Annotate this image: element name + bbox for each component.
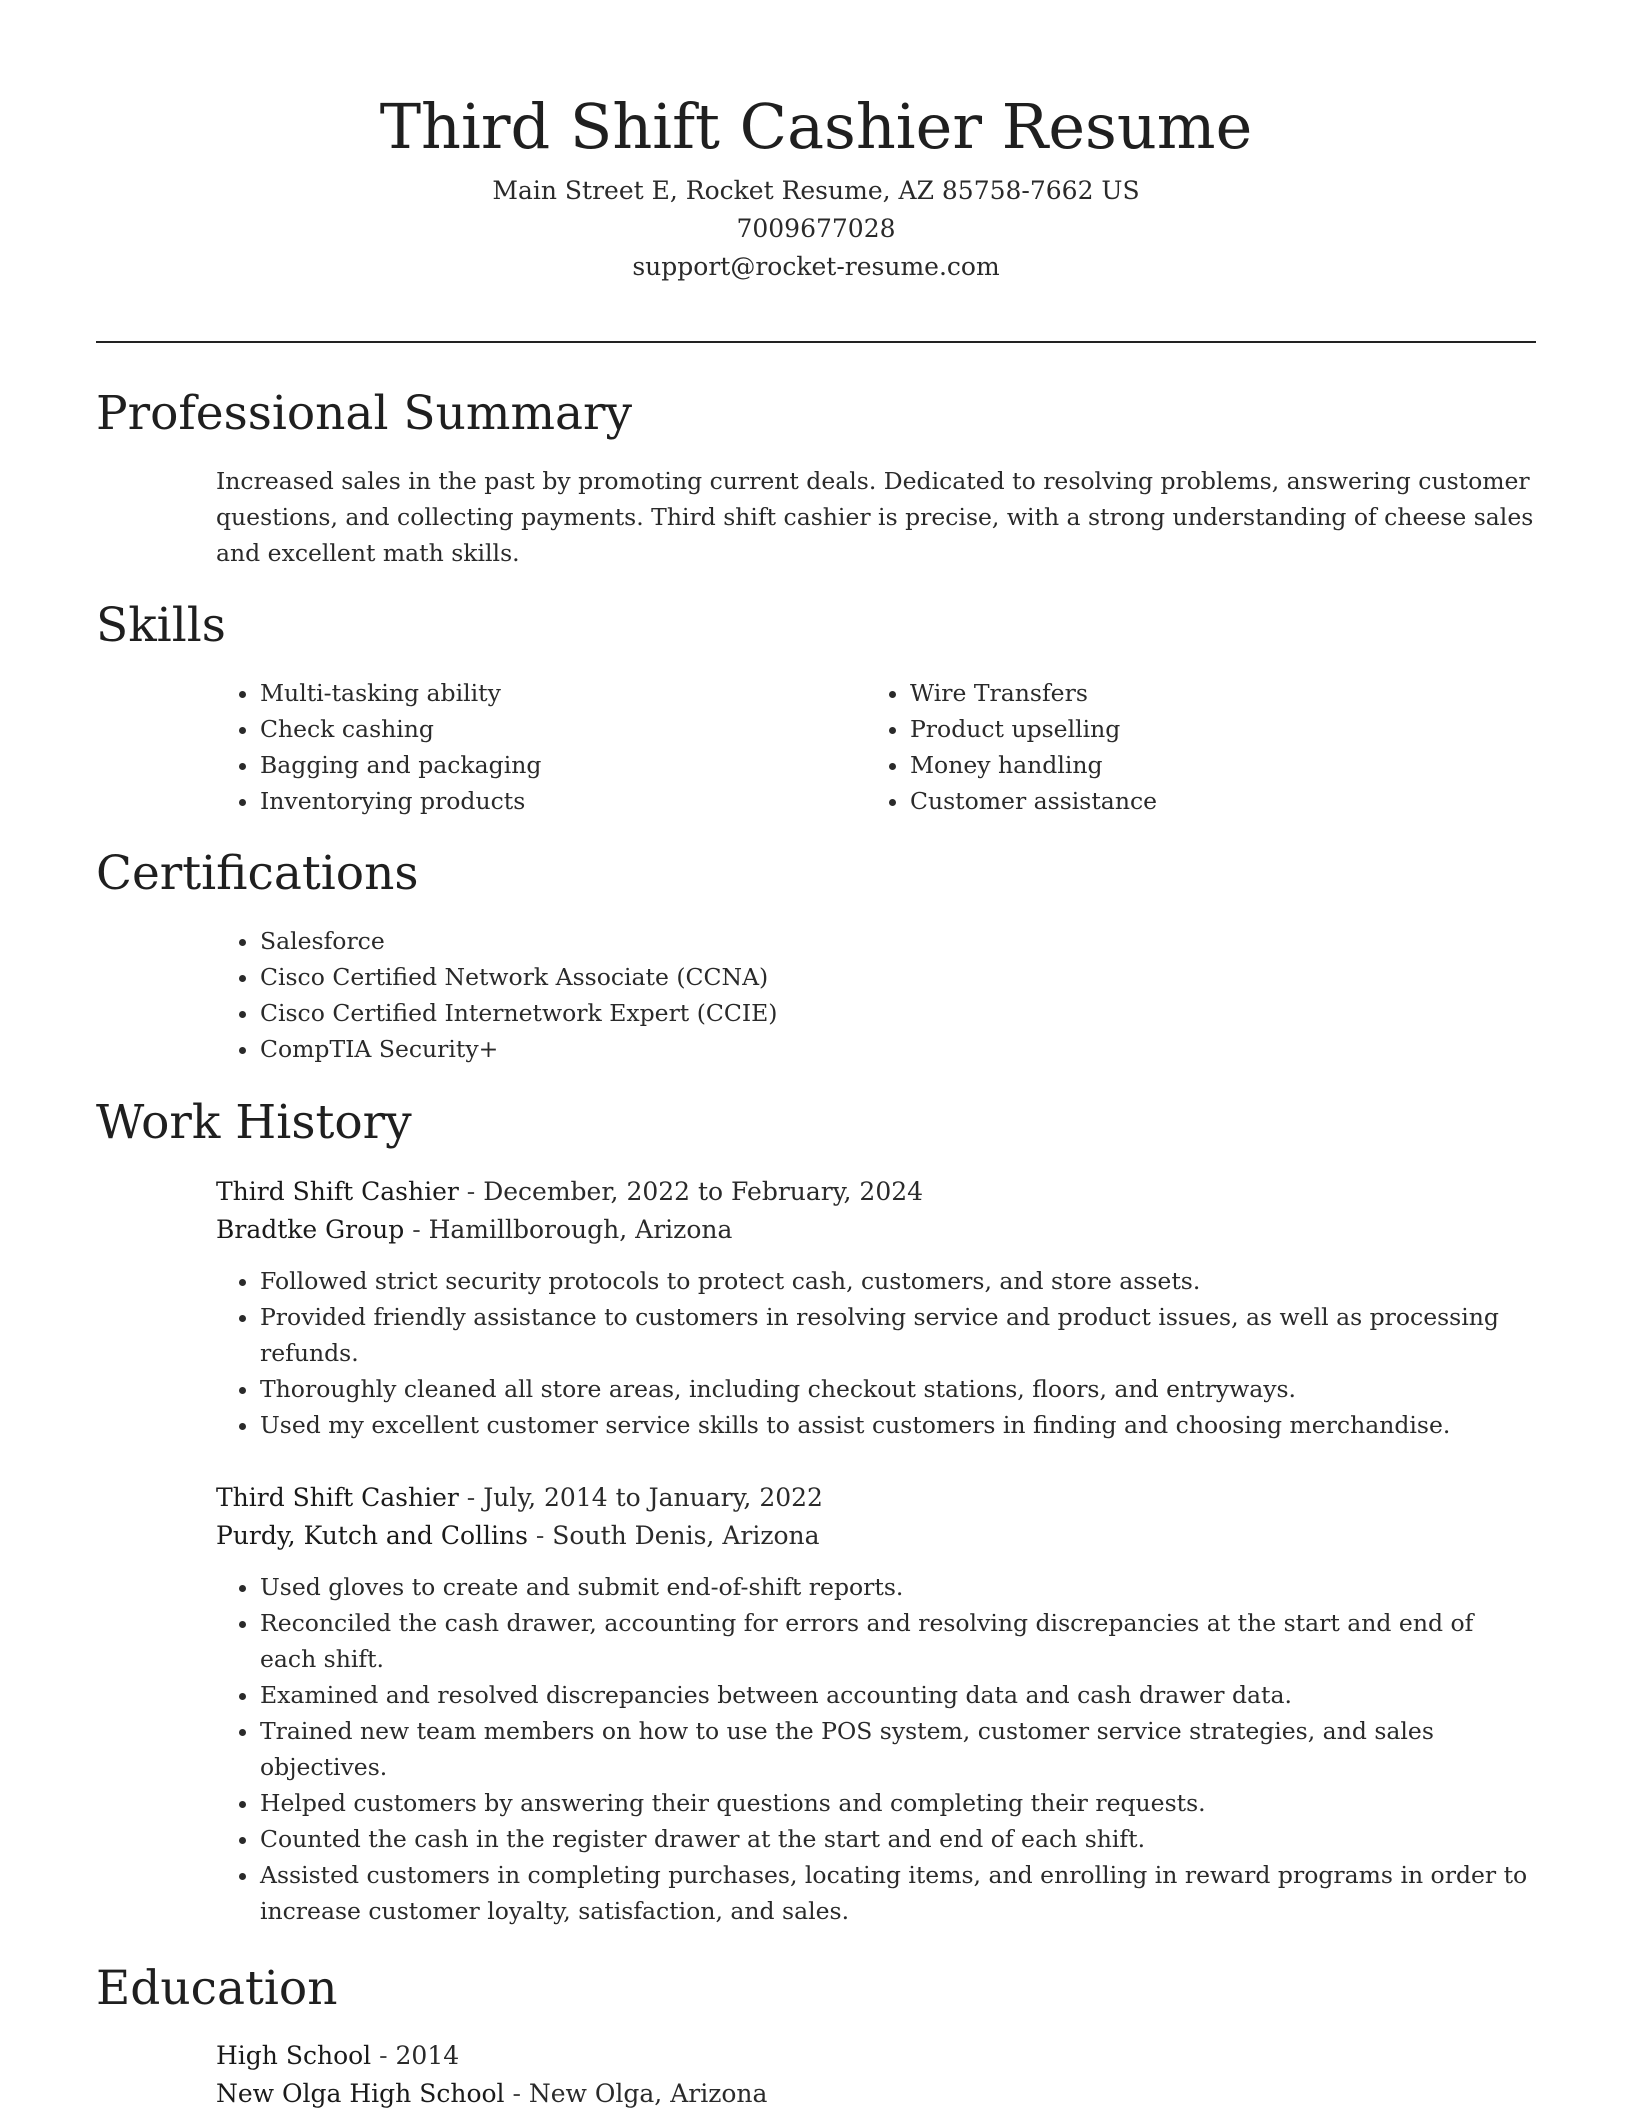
education-degree: High School (216, 2041, 372, 2070)
job-title-line (216, 1479, 1536, 1517)
separator: - (458, 1177, 484, 1206)
skill-item: • Inventorying products (260, 783, 816, 819)
separator: - (458, 1483, 484, 1512)
job-duty: • Examined and resolved discrepancies between accounting data and cash drawer data. (260, 1677, 1536, 1713)
skills-column-left (216, 675, 816, 819)
certification-item: • Cisco Certified Network Associate (CCNA) (260, 959, 1536, 995)
job-title: Third Shift Cashier (216, 1483, 459, 1512)
certifications-block (216, 923, 1536, 1067)
education-location: New Olga, Arizona (528, 2079, 768, 2108)
contact-email: support@rocket-resume.com (632, 252, 1000, 281)
skill-item: • Customer assistance (910, 783, 1466, 819)
job-duties-list (216, 1569, 1536, 1929)
skill-item: • Multi-tasking ability (260, 675, 816, 711)
separator: - (527, 1521, 553, 1550)
skills-list-left (216, 675, 816, 819)
education-heading: Education (96, 1961, 338, 2016)
separator: - (504, 2079, 529, 2108)
job-dates: December, 2022 to February, 2024 (483, 1177, 924, 1206)
work-history-heading: Work History (96, 1095, 412, 1150)
job-duty: • Used gloves to create and submit end-of-shift reports. (260, 1569, 1536, 1605)
certification-item: • Salesforce (260, 923, 1536, 959)
job-entry (216, 1173, 1536, 1443)
job-duty: • Provided friendly assistance to customers in resolving service and product issues, as well as processing refunds. (260, 1299, 1536, 1371)
job-dates: July, 2014 to January, 2022 (483, 1483, 823, 1512)
header-divider (96, 341, 1536, 343)
job-duty: • Used my excellent customer service skills to assist customers in finding and choosing merchandise. (260, 1407, 1536, 1443)
separator: - (371, 2041, 396, 2070)
skill-item: • Product upselling (910, 711, 1466, 747)
job-duty: • Followed strict security protocols to protect cash, customers, and store assets. (260, 1263, 1536, 1299)
job-company: Bradtke Group (216, 1215, 405, 1244)
job-title: Third Shift Cashier (216, 1177, 459, 1206)
resume-header (96, 82, 1536, 286)
summary-text: Increased sales in the past by promoting current deals. Dedicated to resolving problems, answering customer questions, and collecting payments. Third shift cashier is precise, with a strong understanding of cheese sales and excellent math skills. (216, 467, 1534, 567)
skills-heading: Skills (96, 598, 226, 653)
job-company-line (216, 1517, 1536, 1555)
skill-item: • Money handling (910, 747, 1466, 783)
job-entry (216, 1479, 1536, 1929)
job-location: Hamillborough, Arizona (428, 1215, 733, 1244)
separator: - (404, 1215, 429, 1244)
job-title-line (216, 1173, 1536, 1211)
summary-heading: Professional Summary (96, 386, 633, 441)
education-school: New Olga High School (216, 2079, 505, 2108)
contact-phone: 7009677028 (736, 214, 896, 243)
certification-item: • CompTIA Security+ (260, 1031, 1536, 1067)
education-school-line (216, 2075, 1536, 2113)
contact-address: Main Street E, Rocket Resume, AZ 85758-7662 US (492, 176, 1140, 205)
job-location: South Denis, Arizona (552, 1521, 820, 1550)
certification-item: • Cisco Certified Internetwork Expert (CCIE) (260, 995, 1536, 1031)
job-duties-list (216, 1263, 1536, 1443)
job-duty: • Assisted customers in completing purchases, locating items, and enrolling in reward programs in order to increase customer loyalty, satisfaction, and sales. (260, 1857, 1536, 1929)
skill-item: • Bagging and packaging (260, 747, 816, 783)
skills-list-right (866, 675, 1466, 819)
job-company: Purdy, Kutch and Collins (216, 1521, 528, 1550)
job-duty: • Thoroughly cleaned all store areas, including checkout stations, floors, and entryways. (260, 1371, 1536, 1407)
job-duty: • Trained new team members on how to use the POS system, customer service strategies, and sales objectives. (260, 1713, 1536, 1785)
certifications-heading: Certifications (96, 846, 419, 901)
resume-title: Third Shift Cashier Resume (379, 90, 1253, 163)
certifications-list (216, 923, 1536, 1067)
skill-item: • Wire Transfers (910, 675, 1466, 711)
job-company-line (216, 1211, 1536, 1249)
skill-item: • Check cashing (260, 711, 816, 747)
education-entry (216, 2037, 1536, 2113)
education-degree-line (216, 2037, 1536, 2075)
job-duty: • Helped customers by answering their questions and completing their requests. (260, 1785, 1536, 1821)
education-year: 2014 (395, 2041, 460, 2070)
job-duty: • Reconciled the cash drawer, accounting for errors and resolving discrepancies at the start and end of each shift. (260, 1605, 1536, 1677)
skills-column-right (866, 675, 1466, 819)
job-duty: • Counted the cash in the register drawer at the start and end of each shift. (260, 1821, 1536, 1857)
